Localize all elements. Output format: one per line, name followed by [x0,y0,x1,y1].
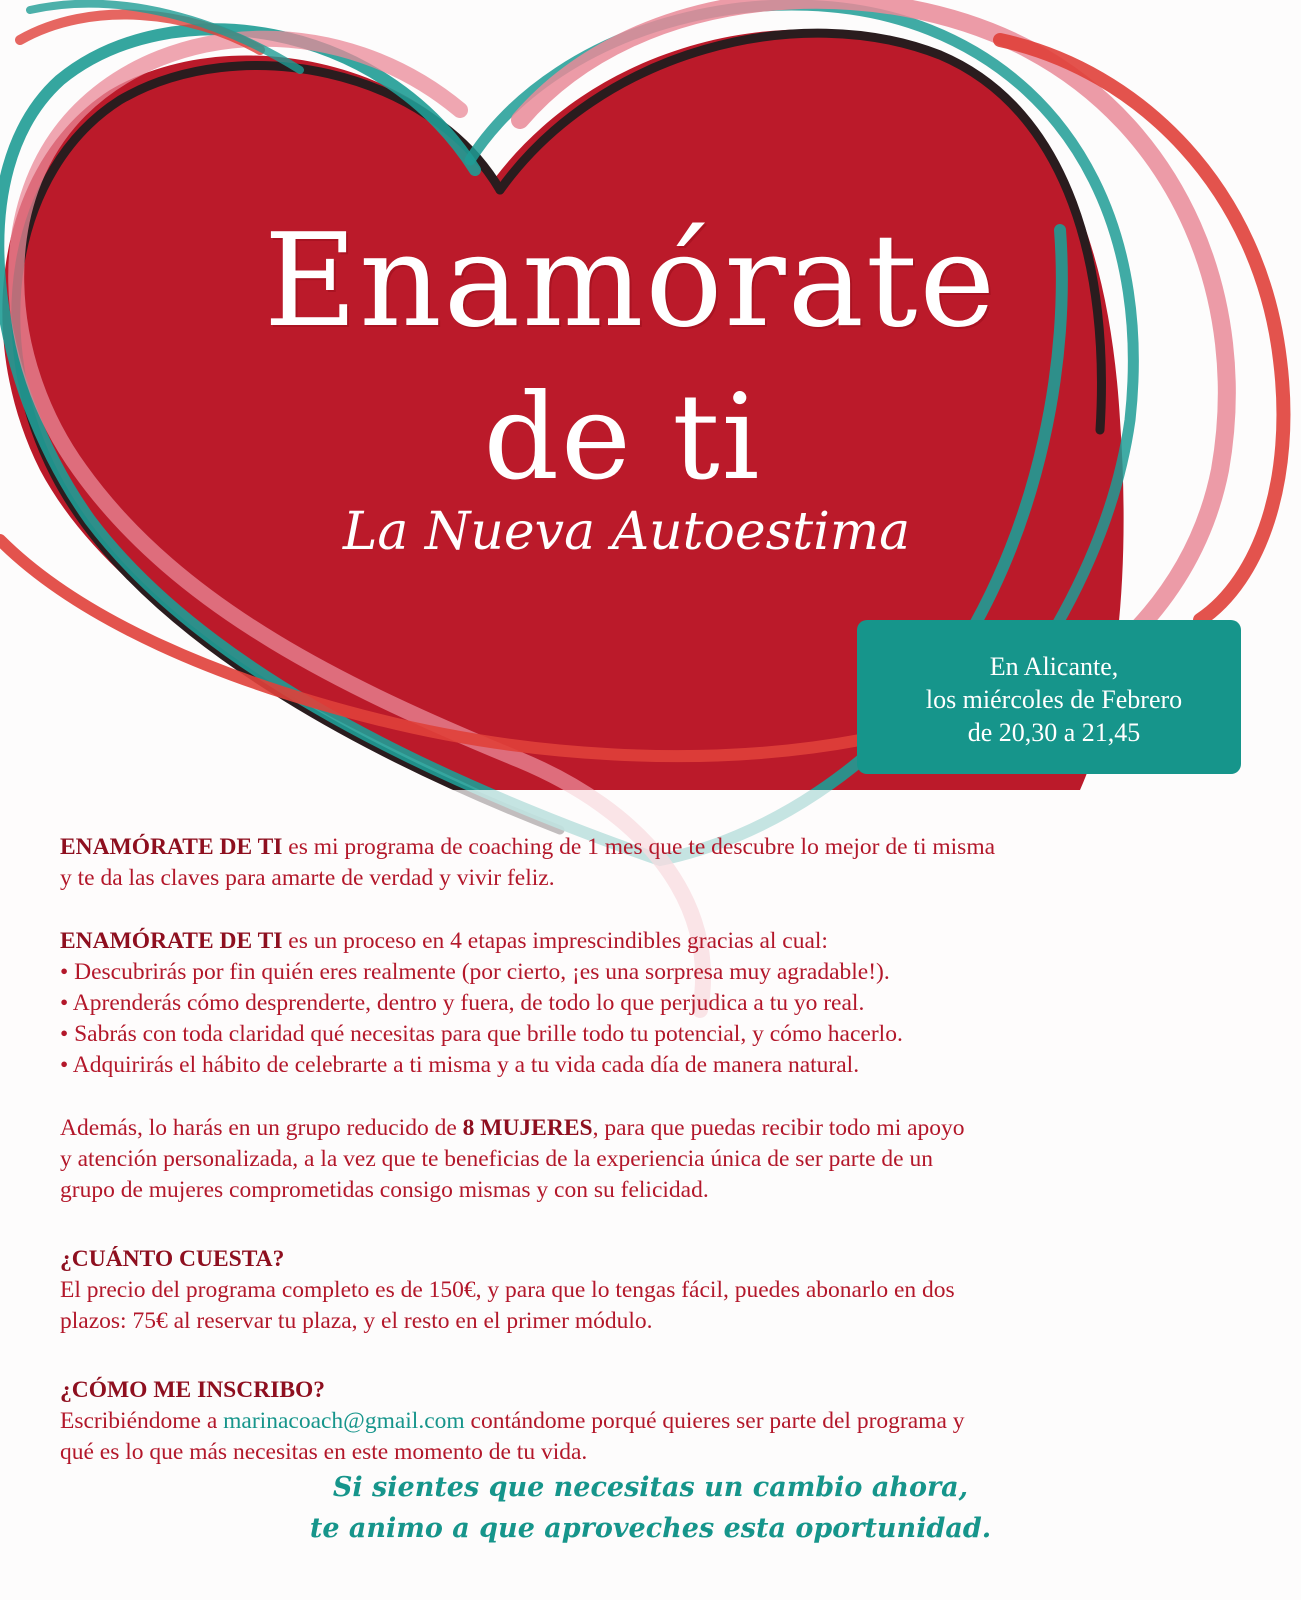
group-paragraph [60,1113,1260,1144]
spacer [60,1206,1260,1244]
price-text: El precio del programa completo es de 150€, y para que lo tengas fácil, puedes abonarlo en dos [60,1277,955,1303]
intro-paragraph-line2: y te da las claves para amarte de verdad y vivir feliz. [60,865,555,891]
group-text-before: Además, lo harás en un grupo reducido de [60,1115,463,1141]
signup-heading: ¿CÓMO ME INSCRIBO? [60,1377,326,1403]
group-text-after: , para que puedas recibir todo mi apoyo [592,1115,965,1141]
list-item: • Sabrás con toda claridad qué necesitas para que brille todo tu potencial, y cómo hacerlo. [60,1021,903,1047]
spacer [60,894,1260,926]
page-subtitle: La Nueva Autoestima [342,502,911,562]
spacer [60,1337,1260,1375]
list-item: • Descubrirás por fin quién eres realmente (por cierto, ¡es una sorpresa muy agradable!). [60,959,890,985]
group-size-highlight: 8 MUJERES [462,1115,593,1141]
price-text-line2: plazos: 75€ al reservar tu plaza, y el resto en el primer módulo. [60,1308,653,1334]
price-heading: ¿CUÁNTO CUESTA? [60,1246,285,1272]
list-item: • Aprenderás cómo desprenderte, dentro y fuera, de todo lo que perjudica a tu yo real. [60,990,865,1016]
closing-message [0,1467,1301,1549]
intro-text: es mi programa de coaching de 1 mes que te descubre lo mejor de ti misma [282,834,996,860]
spacer [60,1081,1260,1113]
page-title-second-line: de ti [483,368,762,506]
signup-text [60,1406,1260,1437]
process-lead: ENAMÓRATE DE TI [60,928,283,954]
process-paragraph [60,926,1260,957]
intro-paragraph [60,832,1260,863]
event-location: En Alicante, [989,652,1119,681]
event-time: de 20,30 a 21,45 [967,718,1141,747]
closing-line-2: te animo a que aproveches esta oportunidad. [309,1513,992,1544]
event-info-box [857,620,1241,774]
group-paragraph-line3: grupo de mujeres comprometidas consigo mismas y con su felicidad. [60,1177,709,1203]
program-description [60,832,1260,1468]
process-text: es un proceso en 4 etapas imprescindibles gracias al cual: [282,928,828,954]
email-link[interactable]: marinacoach@gmail.com [223,1408,465,1434]
signup-text-line2: qué es lo que más necesitas en este momento de tu vida. [60,1439,588,1465]
intro-lead: ENAMÓRATE DE TI [60,834,283,860]
list-item: • Adquirirás el hábito de celebrarte a ti misma y a tu vida cada día de manera natural. [60,1052,860,1078]
signup-text-before: Escribiéndome a [60,1408,224,1434]
event-days: los miércoles de Febrero [925,685,1183,714]
closing-line-1: Si sientes que necesitas un cambio ahora, [332,1472,969,1503]
page-title: Enamórate [263,207,998,356]
signup-text-after: contándome porqué quieres ser parte del programa y [464,1408,965,1434]
group-paragraph-line2: y atención personalizada, a la vez que te beneficias de la experiencia única de ser parte de un [60,1146,933,1172]
